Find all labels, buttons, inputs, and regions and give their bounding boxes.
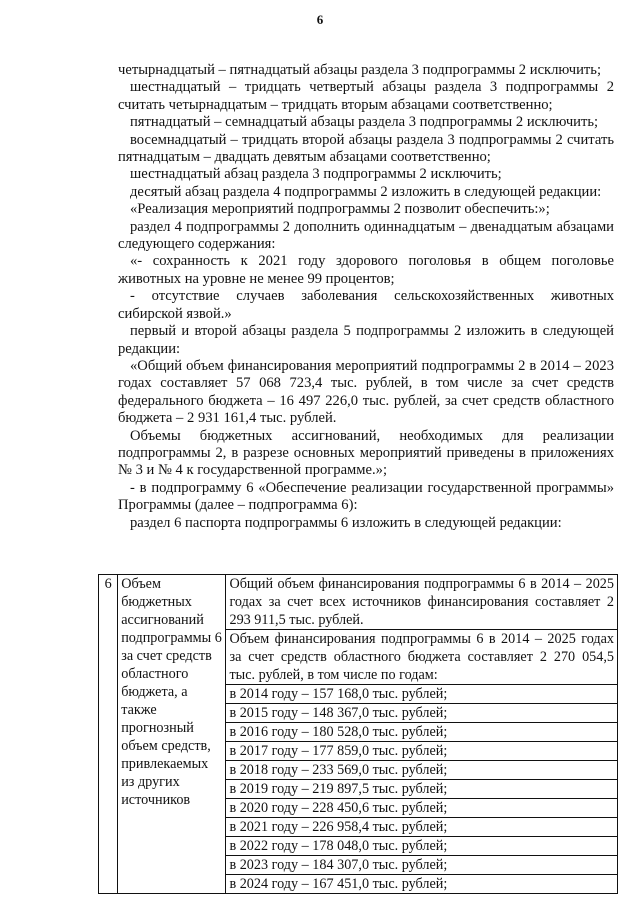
paragraph: первый и второй абзацы раздела 5 подпрограммы 2 изложить в следующей редакции: bbox=[118, 323, 614, 357]
year-line: в 2015 году – 148 367,0 тыс. рублей; bbox=[226, 704, 617, 723]
year-line: в 2019 году – 219 897,5 тыс. рублей; bbox=[226, 780, 617, 799]
paragraph: раздел 4 подпрограммы 2 дополнить одиннадцатым – двенадцатым абзацами следующего содержания: bbox=[118, 218, 614, 253]
year-line: в 2016 году – 180 528,0 тыс. рублей; bbox=[226, 723, 617, 742]
body-text bbox=[118, 62, 614, 532]
table-row bbox=[99, 575, 618, 894]
passport-table bbox=[98, 574, 618, 894]
paragraph: восемнадцатый – тридцать второй абзацы раздела 3 подпрограммы 2 считать пятнадцатым – двадцать девятым абзацами соответственно; bbox=[118, 131, 614, 166]
paragraph: «Реализация мероприятий подпрограммы 2 позволит обеспечить:»; bbox=[130, 201, 550, 218]
regional-financing-text: Объем финансирования подпрограммы 6 в 2014 – 2025 годах за счет средств областного бюджета составляет 2 270 054,5 тыс. рублей, в том числе по годам: bbox=[226, 630, 617, 685]
paragraph: «- сохранность к 2021 году здорового поголовья в общем поголовье животных на уровне не менее 99 процентов; bbox=[118, 253, 614, 287]
year-line: в 2024 году – 167 451,0 тыс. рублей; bbox=[229, 876, 448, 892]
paragraph: «Общий объем финансирования мероприятий подпрограммы 2 в 2014 – 2023 годах составляет 57 068 723,4 тыс. рублей, в том числе за счет средств федерального бюджета – 16 497 226,0 тыс. рублей, за счет средств областного бюджета – 2 931 161,4 тыс. рублей. bbox=[118, 357, 614, 427]
paragraph: шестнадцатый абзац раздела 3 подпрограммы 2 исключить; bbox=[130, 166, 502, 183]
total-financing-text: Общий объем финансирования подпрограммы 6 в 2014 – 2025 годах за счет всех источников финансирования составляет 2 293 911,5 тыс. рублей. bbox=[226, 575, 617, 630]
year-line: в 2023 году – 184 307,0 тыс. рублей; bbox=[226, 856, 617, 875]
row-content bbox=[226, 575, 618, 894]
row-number: 6 bbox=[99, 575, 118, 894]
paragraph: Объемы бюджетных ассигнований, необходимых для реализации подпрограммы 2, в разрезе основных мероприятий приведены в приложениях № 3 и № 4 к государственной программе.»; bbox=[118, 427, 614, 479]
year-line: в 2022 году – 178 048,0 тыс. рублей; bbox=[226, 837, 617, 856]
year-line: в 2021 году – 226 958,4 тыс. рублей; bbox=[226, 818, 617, 837]
year-line: в 2017 году – 177 859,0 тыс. рублей; bbox=[226, 742, 617, 761]
paragraph: раздел 6 паспорта подпрограммы 6 изложить в следующей редакции: bbox=[130, 514, 562, 531]
paragraph: пятнадцатый – семнадцатый абзацы раздела 3 подпрограммы 2 исключить; bbox=[130, 114, 599, 131]
year-line: в 2020 году – 228 450,6 тыс. рублей; bbox=[226, 799, 617, 818]
paragraph: - в подпрограмму 6 «Обеспечение реализации государственной программы» Программы (далее – подпрограмма 6): bbox=[118, 479, 614, 514]
year-line: в 2014 году – 157 168,0 тыс. рублей; bbox=[226, 685, 617, 704]
row-label: Объем бюджетных ассигнований подпрограммы 6 за счет средств областного бюджета, а также прогнозный объем средств, привлекаемых из других источников bbox=[118, 575, 226, 894]
year-line: в 2018 году – 233 569,0 тыс. рублей; bbox=[226, 761, 617, 780]
paragraph: - отсутствие случаев заболевания сельскохозяйственных животных сибирской язвой.» bbox=[118, 288, 614, 322]
paragraph: четырнадцатый – пятнадцатый абзацы раздела 3 подпрограммы 2 исключить; bbox=[118, 62, 601, 78]
paragraph: шестнадцатый – тридцать четвертый абзацы раздела 3 подпрограммы 2 считать четырнадцатым – тридцать вторым абзацами соответственно; bbox=[118, 79, 614, 113]
paragraph: десятый абзац раздела 4 подпрограммы 2 изложить в следующей редакции: bbox=[130, 183, 602, 200]
page-number: 6 bbox=[316, 12, 324, 27]
